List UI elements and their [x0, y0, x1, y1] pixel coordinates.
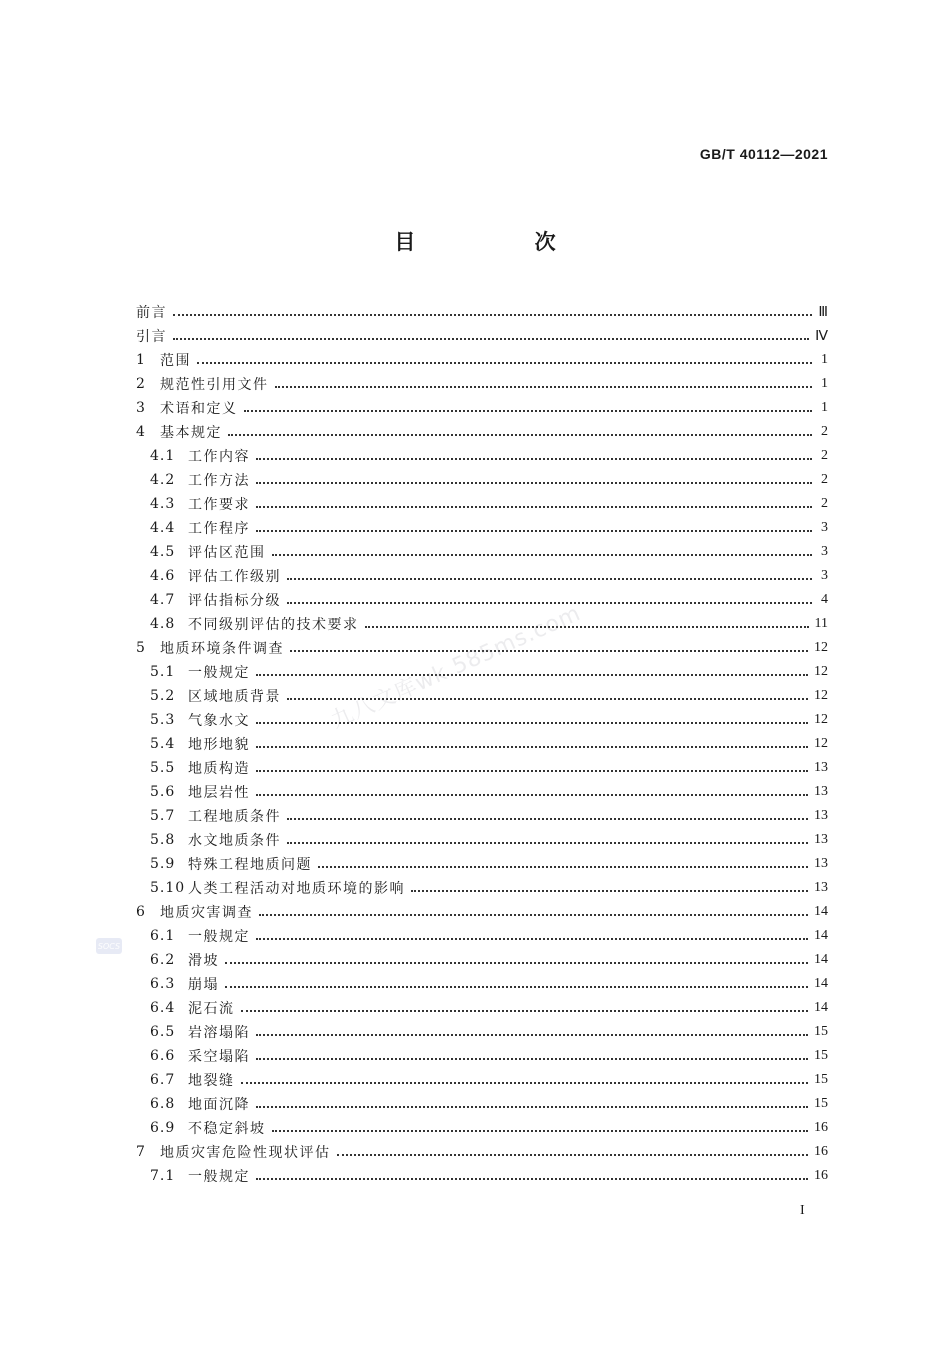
toc-entry[interactable] — [136, 1020, 828, 1044]
toc-entry-number: 4.4 — [150, 520, 176, 536]
toc-entry-number: 5.2 — [150, 688, 176, 704]
toc-entry[interactable] — [136, 828, 828, 852]
toc-entry[interactable] — [136, 732, 828, 756]
toc-entry-page: 13 — [814, 832, 828, 847]
toc-entry-page: 2 — [821, 424, 828, 439]
page-number: I — [800, 1203, 805, 1218]
toc-entry-title: 地形地貌 — [188, 737, 250, 753]
toc-entry[interactable] — [136, 588, 828, 612]
toc-dot-leader — [241, 1009, 809, 1012]
toc-entry-page: 12 — [814, 688, 828, 703]
toc-entry-page: 1 — [821, 400, 828, 415]
toc-entry-title: 人类工程活动对地质环境的影响 — [188, 881, 405, 897]
toc-entry-number: 5.4 — [150, 736, 176, 752]
toc-entry-page: 1 — [821, 352, 828, 367]
toc-entry[interactable] — [136, 324, 828, 348]
toc-entry-page: Ⅳ — [815, 328, 828, 344]
toc-entry-page: 16 — [814, 1144, 828, 1159]
toc-dot-leader — [228, 433, 812, 436]
toc-entry-title: 地层岩性 — [188, 785, 250, 801]
toc-entry-page: 15 — [814, 1072, 828, 1087]
toc-entry-title: 评估指标分级 — [188, 593, 281, 609]
toc-entry-title: 泥石流 — [188, 1001, 235, 1017]
toc-entry-number: 5.10 — [150, 880, 186, 896]
toc-entry[interactable] — [136, 948, 828, 972]
toc-entry-page: 12 — [814, 664, 828, 679]
toc-dot-leader — [197, 361, 812, 364]
toc-entry[interactable] — [136, 516, 828, 540]
toc-entry[interactable] — [136, 852, 828, 876]
toc-entry-title: 地质灾害调查 — [160, 905, 253, 921]
toc-entry-page: 12 — [814, 640, 828, 655]
toc-dot-leader — [365, 625, 809, 628]
toc-entry[interactable] — [136, 468, 828, 492]
toc-entry-page: 11 — [814, 616, 828, 631]
toc-dot-leader — [256, 769, 808, 772]
toc-dot-leader — [287, 841, 808, 844]
toc-dot-leader — [275, 385, 813, 388]
toc-entry-number: 6.3 — [150, 976, 176, 992]
toc-entry-title: 一般规定 — [188, 665, 250, 681]
toc-entry-page: 13 — [814, 856, 828, 871]
toc-entry-title: 规范性引用文件 — [160, 377, 269, 393]
toc-entry-number: 7 — [136, 1144, 146, 1160]
toc-entry-page: 15 — [814, 1096, 828, 1111]
toc-dot-leader — [256, 529, 812, 532]
toc-entry-title: 不稳定斜坡 — [188, 1121, 266, 1137]
toc-entry-page: 13 — [814, 808, 828, 823]
standard-code: GB/T 40112—2021 — [699, 146, 828, 162]
toc-dot-leader — [225, 961, 808, 964]
toc-dot-leader — [318, 865, 808, 868]
toc-entry-number: 5 — [136, 640, 146, 656]
toc-entry-page: 14 — [814, 928, 828, 943]
toc-entry-title: 地面沉降 — [188, 1097, 250, 1113]
toc-entry[interactable] — [136, 348, 828, 372]
toc-entry-title: 地裂缝 — [188, 1073, 235, 1089]
toc-entry-number: 6.1 — [150, 928, 176, 944]
toc-entry-number: 4.5 — [150, 544, 176, 560]
toc-entry-title: 工程地质条件 — [188, 809, 281, 825]
toc-entry[interactable] — [136, 612, 828, 636]
toc-dot-leader — [256, 745, 808, 748]
toc-entry-number: 6.2 — [150, 952, 176, 968]
watermark: 九八文库wk.585ms.com — [327, 600, 585, 734]
toc-entry-title: 崩塌 — [188, 977, 219, 993]
toc-entry-number: 6 — [136, 904, 146, 920]
watermark-logo-icon: SOCS — [96, 938, 122, 954]
toc-entry[interactable] — [136, 492, 828, 516]
toc-entry-number: 6.5 — [150, 1024, 176, 1040]
toc-entry-number: 5.3 — [150, 712, 176, 728]
toc-entry[interactable] — [136, 900, 828, 924]
toc-entry-number: 3 — [136, 400, 146, 416]
toc-entry-page: 14 — [814, 976, 828, 991]
toc-entry-number: 6.4 — [150, 1000, 176, 1016]
toc-dot-leader — [256, 457, 812, 460]
toc-entry-title: 术语和定义 — [160, 401, 238, 417]
toc-entry-title: 特殊工程地质问题 — [188, 857, 312, 873]
toc-entry-title: 地质环境条件调查 — [160, 641, 284, 657]
toc-entry-page: 14 — [814, 1000, 828, 1015]
toc-entry-title: 气象水文 — [188, 713, 250, 729]
toc-entry[interactable] — [136, 1164, 828, 1188]
toc-entry-page: Ⅲ — [818, 304, 828, 320]
toc-entry-page: 2 — [821, 472, 828, 487]
toc-entry-title: 评估区范围 — [188, 545, 266, 561]
toc-entry-number: 6.8 — [150, 1096, 176, 1112]
toc-entry-title: 采空塌陷 — [188, 1049, 250, 1065]
toc-dot-leader — [256, 481, 812, 484]
toc-entry[interactable] — [136, 300, 828, 324]
toc-entry-number: 5.5 — [150, 760, 176, 776]
toc-entry-page: 15 — [814, 1024, 828, 1039]
toc-dot-leader — [225, 985, 808, 988]
toc-dot-leader — [287, 577, 812, 580]
toc-entry-page: 3 — [821, 544, 828, 559]
toc-dot-leader — [256, 673, 808, 676]
toc-entry-page: 2 — [821, 448, 828, 463]
toc-entry-title: 地质构造 — [188, 761, 250, 777]
toc-entry-page: 16 — [814, 1168, 828, 1183]
toc-dot-leader — [272, 553, 813, 556]
table-of-contents — [136, 300, 828, 1188]
toc-entry-number: 6.7 — [150, 1072, 176, 1088]
toc-entry-page: 15 — [814, 1048, 828, 1063]
toc-entry-title: 地质灾害危险性现状评估 — [160, 1145, 331, 1161]
toc-entry-number: 4.1 — [150, 448, 176, 464]
toc-entry-number: 5.1 — [150, 664, 176, 680]
toc-entry[interactable] — [136, 972, 828, 996]
toc-entry-page: 12 — [814, 712, 828, 727]
toc-entry[interactable] — [136, 924, 828, 948]
toc-entry[interactable] — [136, 564, 828, 588]
toc-entry-number: 7.1 — [150, 1168, 176, 1184]
toc-dot-leader — [287, 601, 812, 604]
toc-dot-leader — [256, 793, 808, 796]
toc-dot-leader — [256, 505, 812, 508]
toc-entry-title: 工作内容 — [188, 449, 250, 465]
toc-entry[interactable] — [136, 396, 828, 420]
toc-entry-page: 12 — [814, 736, 828, 751]
toc-entry-title: 滑坡 — [188, 953, 219, 969]
page-title: 目 次 — [394, 230, 612, 254]
toc-entry[interactable] — [136, 1068, 828, 1092]
toc-dot-leader — [287, 817, 808, 820]
toc-entry-number: 4.7 — [150, 592, 176, 608]
toc-entry[interactable] — [136, 996, 828, 1020]
toc-entry-page: 13 — [814, 784, 828, 799]
toc-entry[interactable] — [136, 420, 828, 444]
toc-entry-page: 3 — [821, 568, 828, 583]
toc-entry-page: 13 — [814, 760, 828, 775]
toc-dot-leader — [256, 1105, 808, 1108]
toc-entry-page: 16 — [814, 1120, 828, 1135]
toc-entry-title: 岩溶塌陷 — [188, 1025, 250, 1041]
toc-dot-leader — [256, 1057, 808, 1060]
toc-entry[interactable] — [136, 684, 828, 708]
toc-entry-title: 工作要求 — [188, 497, 250, 513]
toc-dot-leader — [290, 649, 808, 652]
toc-dot-leader — [256, 1177, 808, 1180]
toc-dot-leader — [337, 1153, 809, 1156]
toc-entry-page: 14 — [814, 904, 828, 919]
toc-dot-leader — [173, 337, 809, 340]
toc-entry-title: 工作方法 — [188, 473, 250, 489]
toc-entry-page: 3 — [821, 520, 828, 535]
toc-entry-title: 引言 — [136, 329, 167, 345]
toc-entry-page: 2 — [821, 496, 828, 511]
toc-entry-title: 水文地质条件 — [188, 833, 281, 849]
toc-entry-title: 范围 — [160, 353, 191, 369]
toc-entry[interactable] — [136, 708, 828, 732]
toc-entry-number: 5.9 — [150, 856, 176, 872]
toc-entry-title: 工作程序 — [188, 521, 250, 537]
toc-entry-number: 2 — [136, 376, 146, 392]
toc-entry[interactable] — [136, 756, 828, 780]
toc-entry[interactable] — [136, 540, 828, 564]
toc-entry-number: 4.3 — [150, 496, 176, 512]
toc-entry-title: 区域地质背景 — [188, 689, 281, 705]
toc-entry-number: 4 — [136, 424, 146, 440]
toc-entry-title: 一般规定 — [188, 929, 250, 945]
toc-entry-title: 不同级别评估的技术要求 — [188, 617, 359, 633]
toc-entry[interactable] — [136, 372, 828, 396]
toc-entry-number: 6.6 — [150, 1048, 176, 1064]
toc-dot-leader — [272, 1129, 809, 1132]
toc-entry-title: 基本规定 — [160, 425, 222, 441]
toc-entry-page: 13 — [814, 880, 828, 895]
toc-entry[interactable] — [136, 1044, 828, 1068]
toc-entry[interactable] — [136, 780, 828, 804]
toc-entry-title: 一般规定 — [188, 1169, 250, 1185]
toc-dot-leader — [259, 913, 808, 916]
toc-entry-number: 6.9 — [150, 1120, 176, 1136]
toc-dot-leader — [244, 409, 813, 412]
toc-dot-leader — [173, 313, 812, 316]
toc-entry-number: 4.8 — [150, 616, 176, 632]
toc-entry-number: 4.6 — [150, 568, 176, 584]
toc-dot-leader — [411, 889, 808, 892]
toc-entry[interactable] — [136, 1140, 828, 1164]
toc-entry[interactable] — [136, 444, 828, 468]
toc-entry-title: 前言 — [136, 305, 167, 321]
toc-entry-number: 1 — [136, 352, 146, 368]
toc-entry-title: 评估工作级别 — [188, 569, 281, 585]
toc-entry-page: 4 — [821, 592, 828, 607]
toc-entry-page: 14 — [814, 952, 828, 967]
toc-dot-leader — [256, 937, 808, 940]
toc-dot-leader — [256, 1033, 808, 1036]
toc-entry[interactable] — [136, 1116, 828, 1140]
toc-entry-page: 1 — [821, 376, 828, 391]
toc-entry[interactable] — [136, 804, 828, 828]
toc-entry-number: 5.8 — [150, 832, 176, 848]
toc-entry[interactable] — [136, 876, 828, 900]
toc-entry-number: 4.2 — [150, 472, 176, 488]
toc-entry-number: 5.6 — [150, 784, 176, 800]
toc-entry-number: 5.7 — [150, 808, 176, 824]
toc-entry[interactable] — [136, 1092, 828, 1116]
toc-dot-leader — [241, 1081, 809, 1084]
